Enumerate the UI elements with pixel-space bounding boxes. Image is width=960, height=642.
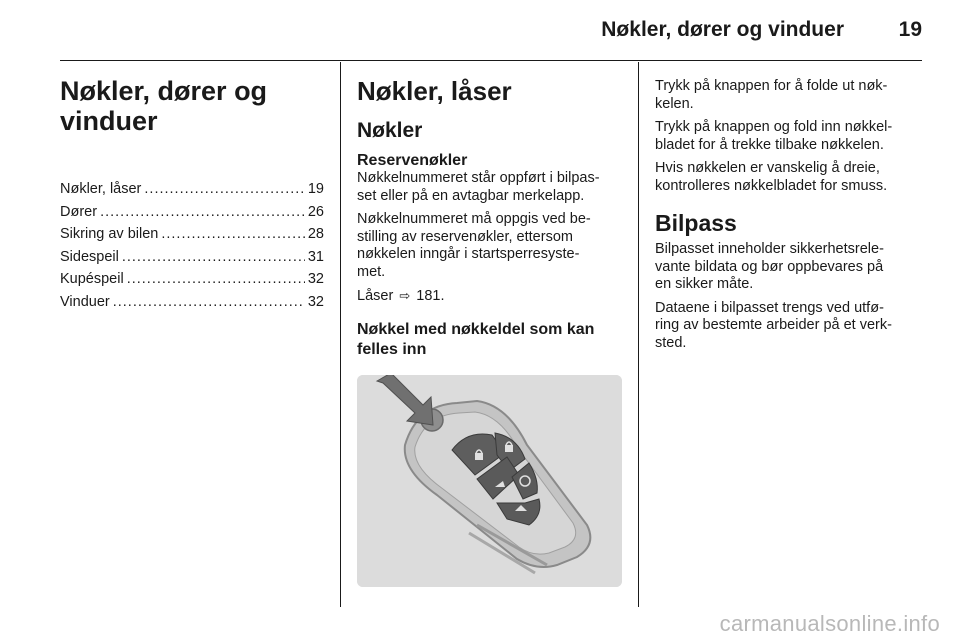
reference-page: 181. xyxy=(416,288,445,304)
text-line: sted. xyxy=(655,334,687,351)
column-divider xyxy=(340,62,341,607)
flip-key-figure xyxy=(357,375,622,587)
toc-page: 32 xyxy=(307,293,324,310)
text-line: Trykk på knappen og fold inn nøkkel- xyxy=(655,119,893,135)
page-header xyxy=(60,0,922,61)
toc-leader xyxy=(113,291,305,314)
toc-label: Kupéspeil xyxy=(60,271,124,287)
keys-column xyxy=(357,76,623,360)
table-of-contents xyxy=(60,178,324,313)
toc-page: 19 xyxy=(307,181,324,197)
text-line: Dataene i bilpasset trengs ved utfø- xyxy=(655,299,884,316)
paragraph xyxy=(655,160,923,195)
toc-leader xyxy=(122,246,305,269)
toc-label: Vinduer xyxy=(60,293,110,310)
watermark: carmanualsonline.info xyxy=(719,611,940,636)
toc-leader xyxy=(127,268,305,291)
toc-label: Sidespeil xyxy=(60,248,119,265)
text-line: met. xyxy=(357,263,386,280)
toc-entry[interactable] xyxy=(60,291,324,314)
text-line: set eller på en avtagbar merkelapp. xyxy=(357,187,585,204)
chapter-column xyxy=(60,76,324,313)
fold-and-carpass-column xyxy=(655,78,923,358)
text-line: Nøkkelnummeret står oppført i bilpas- xyxy=(357,170,600,186)
toc-label: Sikring av bilen xyxy=(60,226,159,242)
car-pass-heading: Bilpass xyxy=(655,210,737,236)
paragraph xyxy=(655,300,923,353)
header-title: Nøkler, dører og vinduer xyxy=(601,18,844,41)
heading-line: Nøkkel med nøkkeldel som kan xyxy=(357,320,595,338)
text-line: bladet for å trekke tilbake nøkkelen. xyxy=(655,136,884,153)
paragraph xyxy=(357,211,623,281)
chapter-title-line: vinduer xyxy=(60,106,158,136)
toc-entry[interactable] xyxy=(60,268,324,291)
text-line: nøkkelen inngår i startsperresyste- xyxy=(357,246,580,262)
paragraph xyxy=(655,119,923,154)
toc-entry[interactable] xyxy=(60,246,324,269)
flip-key-icon xyxy=(357,375,622,587)
toc-label: Dører xyxy=(60,203,98,220)
toc-page: 26 xyxy=(307,203,324,220)
subsection-title: Nøkler xyxy=(357,119,423,142)
paragraph xyxy=(655,241,923,294)
text-line: kontrolleres nøkkelbladet for smuss. xyxy=(655,177,888,194)
text-line: ring av bestemte arbeider på et verk- xyxy=(655,317,892,333)
toc-page: 28 xyxy=(307,226,324,242)
toc-entry[interactable] xyxy=(60,201,324,224)
page-number: 19 xyxy=(898,18,922,41)
text-line: en sikker måte. xyxy=(655,276,754,292)
foldable-key-heading xyxy=(357,320,623,360)
text-line: kelen. xyxy=(655,95,694,112)
toc-label: Nøkler, låser xyxy=(60,181,142,197)
paragraph xyxy=(357,170,623,205)
toc-leader xyxy=(100,201,305,224)
toc-leader xyxy=(144,178,304,201)
section-title: Nøkler, låser xyxy=(357,76,512,106)
paragraph xyxy=(655,78,923,113)
chapter-title-line: Nøkler, dører og xyxy=(60,76,268,106)
toc-entry[interactable] xyxy=(60,178,324,201)
text-line: Trykk på knappen for å folde ut nøk- xyxy=(655,78,888,94)
text-line: Nøkkelnummeret må oppgis ved be- xyxy=(357,211,591,227)
chapter-title xyxy=(60,76,324,136)
heading-line: felles inn xyxy=(357,340,427,358)
toc-leader xyxy=(161,223,305,246)
spare-keys-heading: Reservenøkler xyxy=(357,152,468,169)
toc-page: 31 xyxy=(307,248,324,265)
text-line: Bilpasset inneholder sikkerhetsrele- xyxy=(655,241,884,257)
text-line: vante bildata og bør oppbevares på xyxy=(655,258,884,275)
cross-reference[interactable] xyxy=(357,287,623,306)
toc-page: 32 xyxy=(307,271,324,287)
reference-text: Låser xyxy=(357,288,394,304)
toc-entry[interactable] xyxy=(60,223,324,246)
reference-arrow-icon: ⇨ xyxy=(399,288,411,303)
text-line: stilling av reservenøkler, ettersom xyxy=(357,228,573,245)
text-line: Hvis nøkkelen er vanskelig å dreie, xyxy=(655,160,880,176)
column-divider xyxy=(638,62,639,607)
